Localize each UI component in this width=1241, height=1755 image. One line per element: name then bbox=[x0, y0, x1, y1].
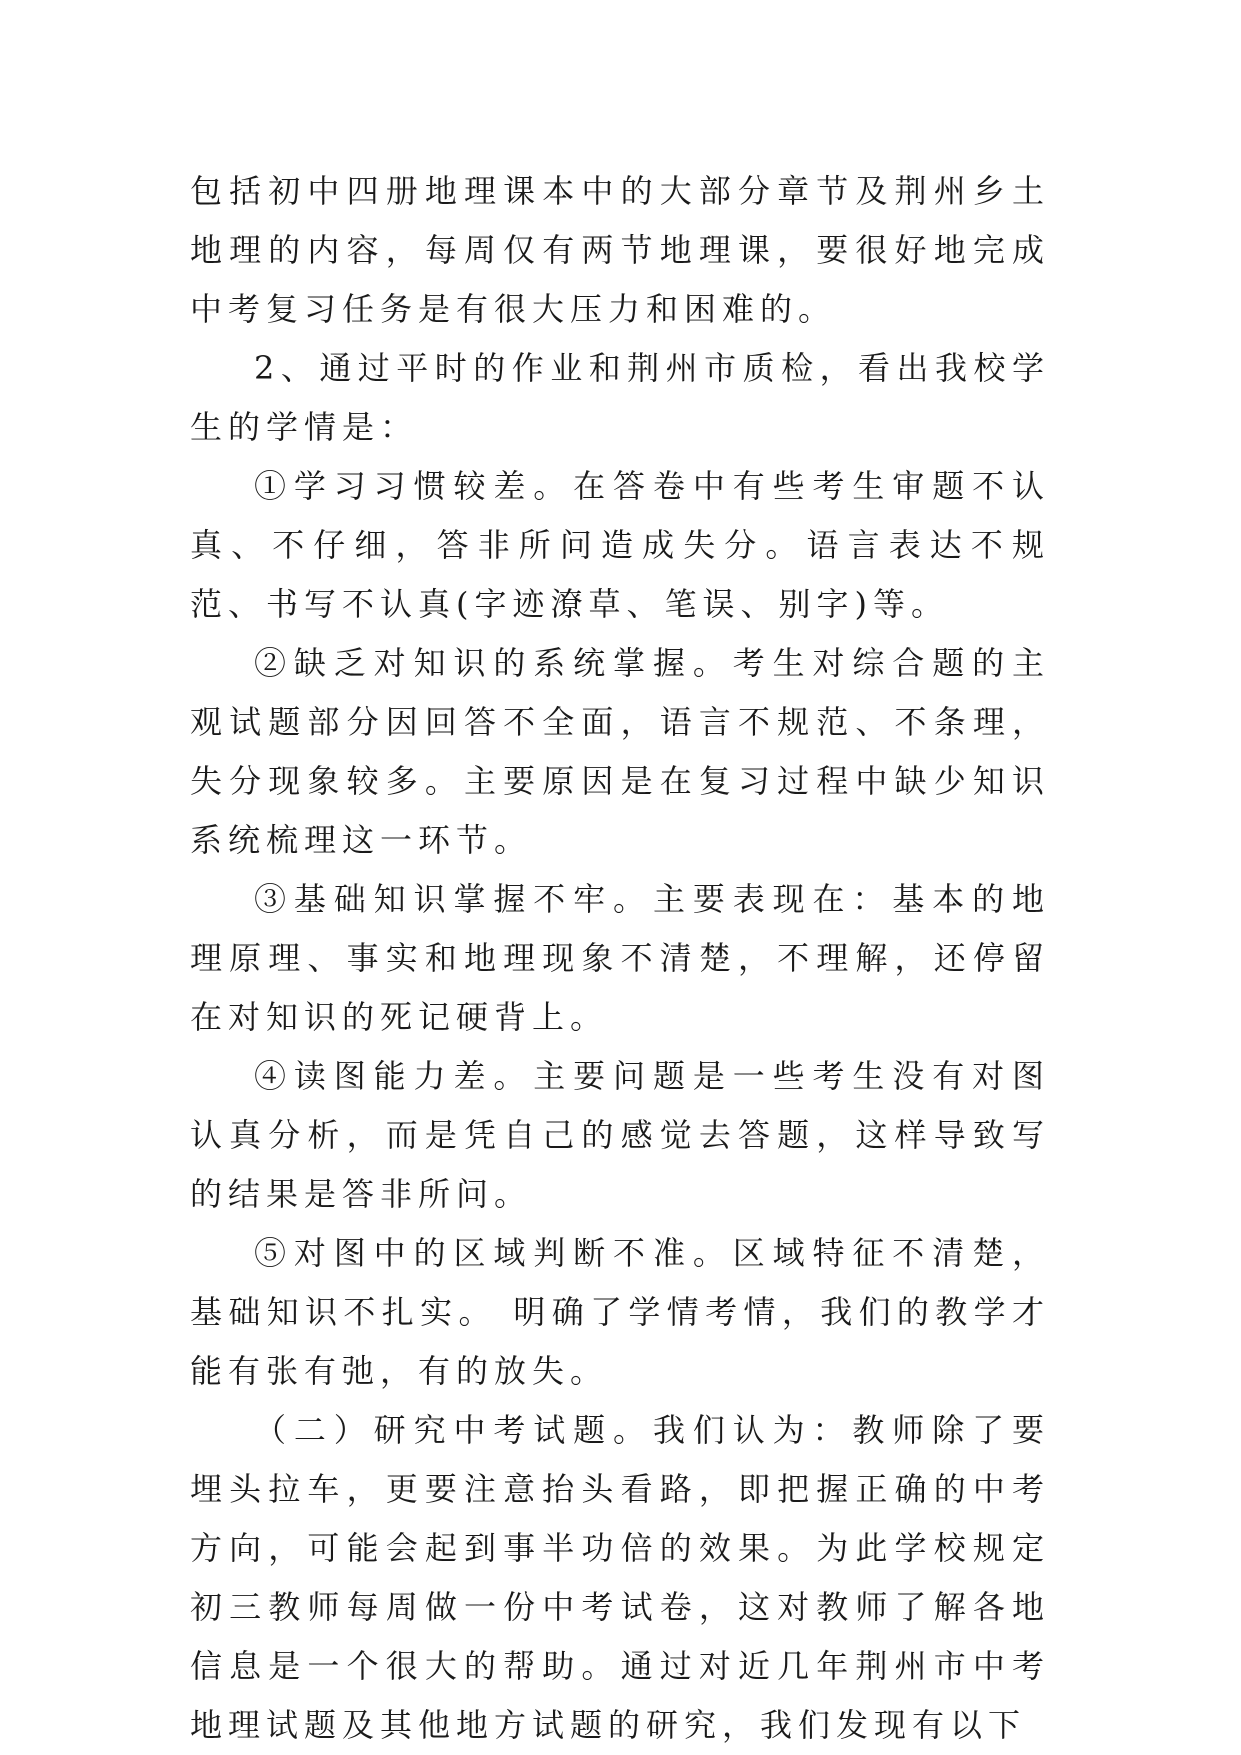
paragraph-3: ①学习习惯较差。在答卷中有些考生审题不认真、不仔细，答非所问造成失分。语言表达不规范、书写不认真(字迹潦草、笔误、别字)等。 bbox=[190, 467, 1050, 623]
paragraph-5: ③基础知识掌握不牢。主要表现在：基本的地理原理、事实和地理现象不清楚，不理解，还停留在对知识的死记硬背上。 bbox=[190, 880, 1050, 1036]
paragraph-2: 2、通过平时的作业和荆州市质检，看出我校学生的学情是： bbox=[190, 349, 1050, 446]
document-body bbox=[190, 162, 1050, 1755]
paragraph-4: ②缺乏对知识的系统掌握。考生对综合题的主观试题部分因回答不全面，语言不规范、不条理，失分现象较多。主要原因是在复习过程中缺少知识系统梳理这一环节。 bbox=[190, 644, 1050, 859]
paragraph-1: 包括初中四册地理课本中的大部分章节及荆州乡土地理的内容，每周仅有两节地理课，要很好地完成中考复习任务是有很大压力和困难的。 bbox=[190, 172, 1050, 328]
paragraph-6: ④读图能力差。主要问题是一些考生没有对图认真分析，而是凭自己的感觉去答题，这样导致写的结果是答非所问。 bbox=[190, 1057, 1050, 1213]
paragraph-7: ⑤对图中的区域判断不准。区域特征不清楚，基础知识不扎实。 明确了学情考情，我们的教学才能有张有弛，有的放失。 bbox=[190, 1234, 1050, 1390]
paragraph-8: （二）研究中考试题。我们认为：教师除了要埋头拉车，更要注意抬头看路，即把握正确的中考方向，可能会起到事半功倍的效果。为此学校规定初三教师每周做一份中考试卷，这对教师了解各地信息是一个很大的帮助。通过对近几年荆州市中考地理试题及其他地方试题的研究，我们发现有以下 bbox=[190, 1411, 1050, 1744]
